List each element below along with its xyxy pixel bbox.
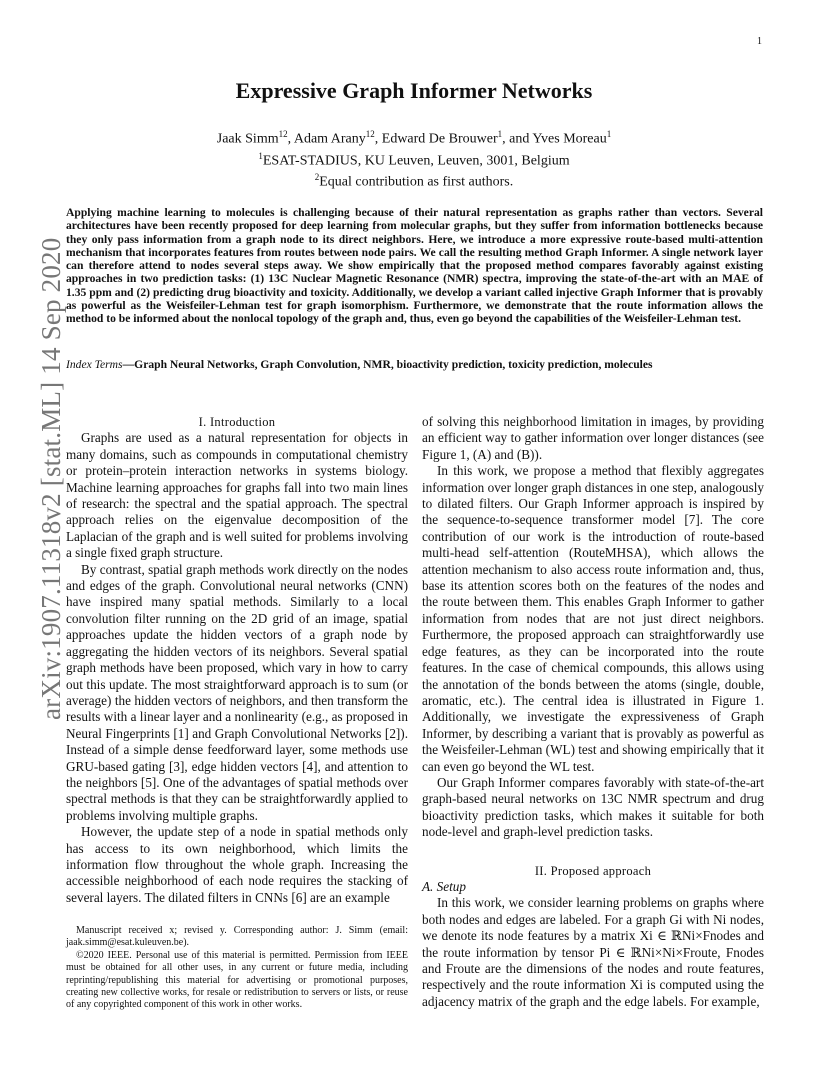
author-block: [0, 126, 828, 191]
paragraph: In this work, we propose a method that flexibly aggregates information over longer graph distances in one step, analogously to dilated filters. Our Graph Informer approach is inspired by the sequence-to-sequence transformer model [7]. The core contribution of our work is the introduction of route-based multi-head self-attention (RouteMHSA), which allows the attention mechanism to also access route information and, thus, base its attention scores both on the features of the nodes and the route between them. This enables Graph Informer to gather information from nodes that are not just direct neighbors. Furthermore, the proposed approach can straightforwardly use edge features, as they can be incorporated into the route features. In the case of chemical compounds, this allows using the annotation of the bonds between the atoms (single, double, aromatic, etc.). The central idea is illustrated in Figure 1. Additionally, we investigate the expressiveness of Graph Informer, by describing a variant that is provably as powerful as the Weisfeiler-Lehman (WL) test and showing empirically that it can even go beyond the WL test.: [422, 463, 764, 774]
paragraph: By contrast, spatial graph methods work directly on the nodes and edges of the graph. Convolutional neural networks (CNN) have inspired many spatial methods. Similarly to a local convolution filter running on the 2D grid of an image, spatial approaches update the hidden vectors of a graph node by aggregating the hidden vectors of its neighbors. Several spatial graph methods have been proposed, which vary in how to carry out this update. The most straightforward approach is to sum (or average) the hidden vectors of neighbors, and then transform the results with a linear layer and a nonlinearity (e.g., as proposed in Neural Fingerprints [1] and Graph Convolutional Networks [2]). Instead of a simple dense feedforward layer, some methods use GRU-based gating [3], edge hidden vectors [4], and attention to the neighbors [5]. One of the advantages of spatial methods over spectral methods is that they can be straightforwardly applied to problems involving multiple graphs.: [66, 561, 408, 823]
section-heading-proposed-approach: II. Proposed approach: [534, 863, 652, 878]
authors-line: Jaak Simm$^{12}$, Adam Arany$^{12}$, Edward De Brouwer$^1$, and Yves Moreau$^1$: [216, 129, 612, 147]
index-terms: [66, 358, 763, 371]
page-number: 1: [757, 36, 762, 47]
index-terms-text: —Graph Neural Networks, Graph Convolution, NMR, bioactivity prediction, toxicity prediction, molecules: [122, 358, 653, 371]
arxiv-watermark: arXiv:1907.11318v2 [stat.ML] 14 Sep 2020: [36, 237, 66, 720]
index-terms-label: Index Terms: [66, 358, 123, 371]
subsection-heading-setup: A. Setup: [422, 878, 466, 894]
affiliation: $^1$ESAT-STADIUS, KU Leuven, Leuven, 3001, Belgium: [258, 150, 570, 169]
equal-contribution-note: $^2$Equal contribution as first authors.: [314, 172, 514, 190]
footnote-copyright: ©2020 IEEE. Personal use of this material is permitted. Permission from IEEE must be obtained for all other uses, in any current or future media, including reprinting/republishing this material for advertising or promotional purposes, creating new collective works, for resale or redistribution to servers or lists, or reuse of any copyrighted component of this work in other works.: [66, 949, 408, 1011]
paragraph: However, the update step of a node in spatial methods only has access to its own neighborhood, which limits the information flow throughout the whole graph. Increasing the accessible neighborhood of each node requires the stacking of several layers. The dilated filters in CNNs [6] are an example: [66, 824, 408, 905]
paragraph: In this work, we consider learning problems on graphs where both nodes and edges are labeled. For a graph Gi with Ni nodes, we denote its node features by a matrix Xi ∈ ℝNi×Fnodes and the route information by tensor Pi ∈ ℝNi×Ni×Froute, Fnodes and Froute are the dimensions of the nodes and route features, respectively and the route information Xi is computed using the adjacency matrix of the graph and the edge labels. For example,: [422, 895, 764, 1009]
section-heading-introduction: I. Introduction: [198, 415, 276, 429]
left-column: [66, 414, 408, 906]
footnote-manuscript: Manuscript received x; revised y. Corresponding author: J. Simm (email: jaak.simm@esat.kuleuven.be).: [66, 925, 408, 949]
paragraph: of solving this neighborhood limitation in images, by providing an efficient way to gather information over longer distances (see Figure 1, (A) and (B)).: [422, 414, 764, 462]
paper-title: Expressive Graph Informer Networks: [235, 78, 593, 103]
footnotes: [66, 925, 408, 1012]
paragraph: Graphs are used as a natural representation for objects in many domains, such as compounds in computational chemistry or protein–protein interaction networks in systems biology. Machine learning approaches for graphs fall into two main lines of research: the spectral and the spatial approach. The spectral approach relies on the eigenvalue decomposition of the Laplacian of the graph and is well suited for problems involving a single fixed graph structure.: [66, 430, 408, 561]
abstract: Applying machine learning to molecules is challenging because of their natural representation as graphs rather than vectors. Several architectures have been recently proposed for deep learning from molecular graphs, but they suffer from information bottlenecks because they only pass information from a graph node to its direct neighbors. Here, we introduce a more expressive route-based multi-attention mechanism that incorporates features from routes between node pairs. We call the resulting method Graph Informer. A single network layer can therefore attend to nodes several steps away. We show empirically that the proposed method compares favorably against existing approaches in two prediction tasks: (1) 13C Nuclear Magnetic Resonance (NMR) spectra, improving the state-of-the-art with an MAE of 1.35 ppm and (2) predicting drug bioactivity and toxicity. Additionally, we develop a variant called injective Graph Informer that is provably as powerful as the Weisfeiler-Lehman test for graph isomorphism. Furthermore, we demonstrate that the route information allows the method to be informed about the nonlocal topology of the graph and, thus, even go beyond the capabilities of the Weisfeiler-Lehman test.: [66, 206, 763, 326]
paragraph: Our Graph Informer compares favorably with state-of-the-art graph-based neural networks on 13C NMR spectrum and drug bioactivity prediction tasks, which makes it suitable for both node-level and graph-level prediction tasks.: [422, 774, 764, 840]
right-column: [422, 414, 764, 1010]
